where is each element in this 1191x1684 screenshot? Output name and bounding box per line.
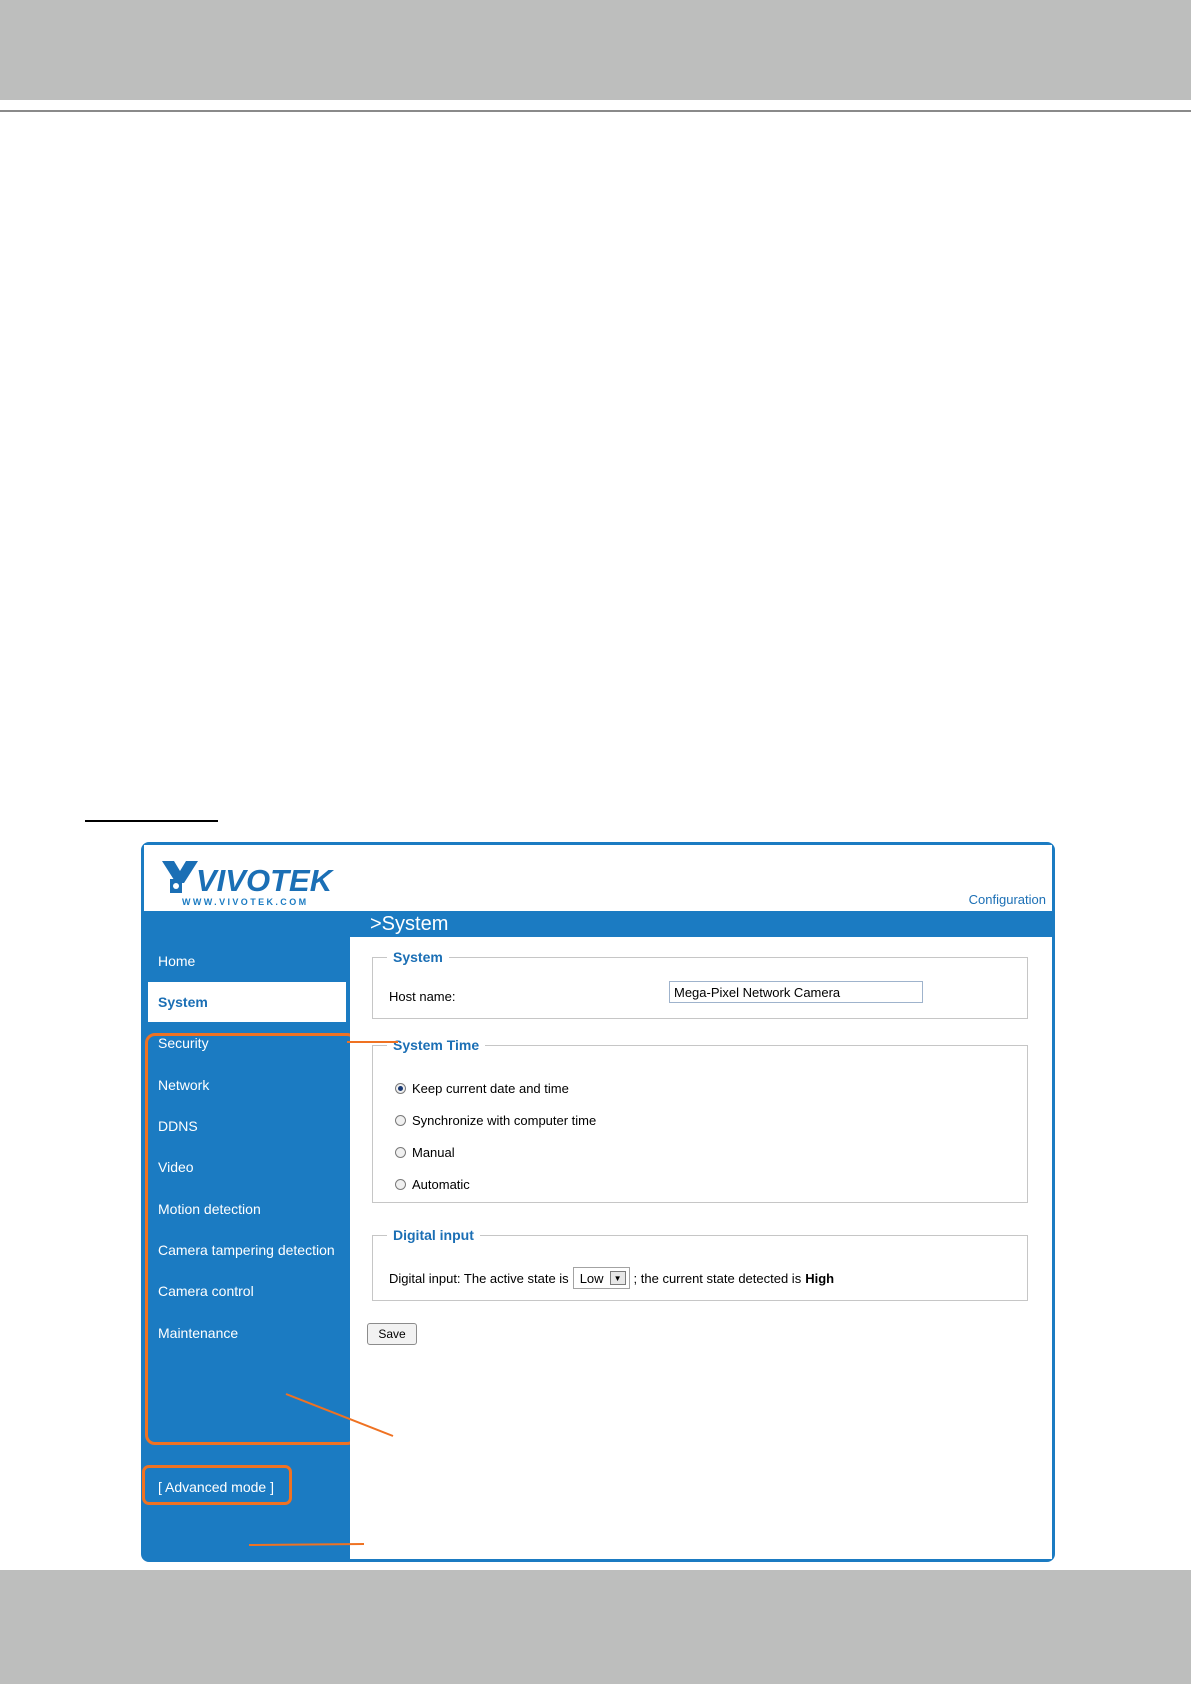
page-title: >System <box>370 913 449 935</box>
chevron-down-icon[interactable]: ▼ <box>610 1271 626 1285</box>
radio-checked-icon[interactable] <box>395 1083 406 1094</box>
configuration-link[interactable]: Configuration <box>968 892 1046 907</box>
sidebar-item-security[interactable]: Security <box>158 1035 209 1051</box>
sidebar-item-network[interactable]: Network <box>158 1077 210 1093</box>
sync-computer-option[interactable] <box>395 1113 596 1128</box>
menu-highlight-box <box>145 1033 357 1445</box>
radio-label: Keep current date and time <box>412 1081 569 1096</box>
digital-input-group <box>372 1227 1028 1301</box>
radio-unchecked-icon[interactable] <box>395 1179 406 1190</box>
manual-option[interactable] <box>395 1145 455 1160</box>
system-time-group <box>372 1037 1028 1203</box>
radio-unchecked-icon[interactable] <box>395 1147 406 1158</box>
save-button[interactable]: Save <box>367 1323 417 1345</box>
logo-url-text: WWW.VIVOTEK.COM <box>182 897 309 907</box>
automatic-option[interactable] <box>395 1177 470 1192</box>
sidebar <box>144 937 350 1559</box>
main-content <box>350 937 1052 1559</box>
vivotek-logo <box>160 857 333 909</box>
active-state-select[interactable] <box>573 1267 630 1289</box>
radio-label: Synchronize with computer time <box>412 1113 597 1128</box>
sidebar-item-video[interactable]: Video <box>158 1159 194 1175</box>
system-group-title: System <box>393 949 443 965</box>
current-state-value: High <box>805 1270 835 1286</box>
sidebar-item-ddns[interactable]: DDNS <box>158 1118 198 1134</box>
radio-label: Manual <box>412 1145 455 1160</box>
digital-input-middle: ; the current state detected is <box>633 1270 802 1286</box>
advanced-mode-link[interactable]: [ Advanced mode ] <box>158 1479 274 1495</box>
system-group <box>372 949 1028 1019</box>
vivotek-logo-icon <box>160 857 333 898</box>
sidebar-item-maintenance[interactable]: Maintenance <box>158 1325 239 1341</box>
system-time-group-title: System Time <box>393 1037 480 1053</box>
title-bar <box>144 911 1052 937</box>
keep-current-option[interactable] <box>395 1081 569 1096</box>
advanced-mode-highlight-box <box>142 1465 292 1505</box>
logo-wordmark: VIVOTEK <box>196 863 333 898</box>
sidebar-item-home[interactable]: Home <box>158 953 196 969</box>
digital-input-row <box>389 1267 834 1289</box>
digital-input-prefix: Digital input: The active state is <box>389 1270 569 1286</box>
radio-unchecked-icon[interactable] <box>395 1115 406 1126</box>
sidebar-item-motion-detection[interactable]: Motion detection <box>158 1201 261 1217</box>
app-header <box>144 845 1052 911</box>
screenshot-frame <box>141 842 1055 1562</box>
sidebar-item-system[interactable]: System <box>148 982 346 1022</box>
sidebar-item-camera-control[interactable]: Camera control <box>158 1283 254 1299</box>
active-state-value: Low <box>579 1270 604 1286</box>
header-rule <box>0 110 1191 112</box>
host-name-label: Host name: <box>389 989 456 1004</box>
page-footer-band <box>0 1570 1191 1684</box>
page-header-band <box>0 0 1191 100</box>
sidebar-item-camera-tampering-detection[interactable]: Camera tampering detection <box>158 1242 335 1258</box>
caption-underline <box>85 820 218 822</box>
host-name-input[interactable] <box>669 981 923 1003</box>
radio-label: Automatic <box>412 1177 470 1192</box>
digital-input-group-title: Digital input <box>393 1227 474 1243</box>
